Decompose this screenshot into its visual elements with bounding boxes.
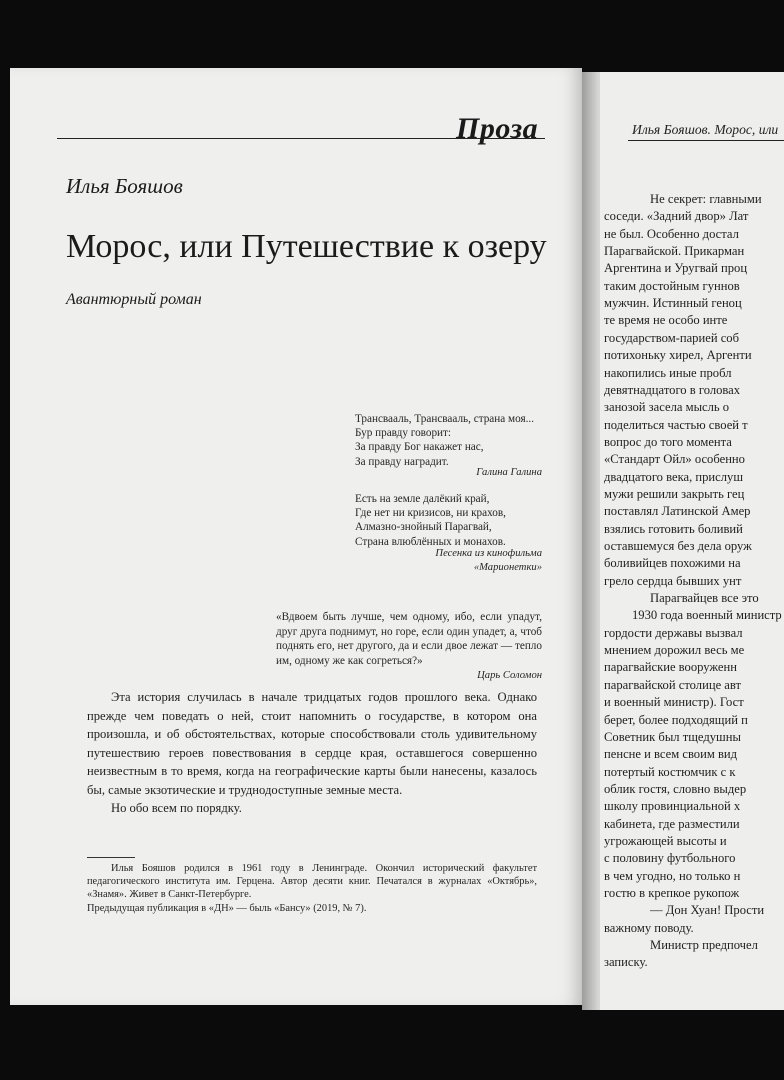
epigraph-1-attribution: Галина Галина [476,467,542,478]
right-page-line: «Стандарт Ойл» особенно [604,452,745,467]
right-page-line: облик гостя, словно выдер [604,781,747,796]
right-page-line: пенсне и всем своим вид [604,747,738,762]
right-page-line: оставшемуся без дела оруж [604,539,752,553]
epigraph-line: Трансвааль, Трансвааль, страна моя... [355,413,535,425]
epigraph-1 [355,412,544,469]
right-page-line: школу провинциальной х [604,799,741,814]
right-page-line: взялись готовить боливий [604,521,743,536]
right-page-line: Аргентина и Уругвай проц [604,261,748,276]
footnote-rule [87,857,135,858]
right-page-line: девятнадцатого в головах [604,382,741,397]
right-page-line: двадцатого века, прислуш [604,469,744,484]
right-page-line: соседи. «Задний двор» Лат [604,209,749,224]
right-page-line: поставлял Латинской Амер [604,504,751,519]
right-page-line: поделиться частью своей т [604,417,748,432]
right-page-line: те время не особо инте [604,313,728,328]
section-title: Проза [456,112,539,145]
body-paragraph: Эта история случилась в начале тридцатых годов прошлого века. Однако прежде чем поведать о ней, стоит напомнить о государстве, в котором она произошла, и об обстоятельствах, которые способствовали столь удивительному путешествию героев повествования в сердце края, оставшегося совершенно неизвестным в то время, когда на географические карты были нанесены, казалось бы, самые экзотические и труднодоступные земные места. [87,690,537,797]
running-header-rule [628,140,784,141]
right-page-line: мнением дорожил весь ме [604,643,745,658]
running-header: Илья Бояшов. Морос, или [632,122,779,137]
epigraph-2-attribution-line: Песенка из кинофильма [435,548,542,559]
epigraph-line: Есть на земле далёкий край, [355,493,490,505]
epigraph-line: Страна влюблённых и монахов. [355,535,506,548]
author-name: Илья Бояшов [66,174,183,198]
body-paragraph: Но обо всем по порядку. [111,801,242,815]
right-page-line: вопрос до того момента [604,434,732,449]
right-page-line: грело сердца бывших унт [604,573,742,588]
right-page-line: государством-парией соб [604,330,739,345]
right-page-line: кабинета, где разместили [604,816,740,831]
right-page-line: — Дон Хуан! Прости [650,903,765,918]
epigraph-line: За правду наградит. [355,455,449,468]
epigraph-line: Где нет ни кризисов, ни крахов, [355,507,506,520]
right-page-line: записку. [604,955,648,970]
epigraph-line: За правду Бог накажет нас, [355,441,484,454]
footnote [87,862,537,915]
right-page-line: Парагвайской. Прикарман [604,244,745,259]
epigraph-2 [355,492,544,549]
right-page-line: гордости державы вызвал [604,625,743,640]
right-page-line: с половину футбольного [604,851,736,866]
epigraph-3-attribution: Царь Соломон [477,670,542,681]
footnote-prev-publication: Предыдущая публикация в «ДН» — быль «Бансу» (2019, № 7). [87,902,367,914]
right-page-line: занозой засела мысль о [604,400,730,415]
right-page-line: мужчин. Истинный геноц [604,296,742,311]
epigraph-2-attribution [350,547,542,575]
right-page-line: мужи решили закрыть гец [604,486,745,501]
right-page-line: и военный министр). Гост [604,695,744,710]
right-page-line: угрожающей высоты и [604,833,727,848]
right-page-line: Советник был тщедушны [604,729,741,744]
epigraph-line: Алмазно-знойный Парагвай, [355,521,492,534]
right-page-line: боливийцев похожими на [604,556,741,571]
epigraph-line: Бур правду говорит: [355,427,452,440]
footnote-bio: Илья Бояшов родился в 1961 году в Ленинграде. Окончил исторический факультет педагогического института им. Герцена. Автор десяти книг. Печатался в журналах «Октябрь», «Знамя». Живет в Санкт-Петербурге. [87,863,537,901]
right-page-text [600,192,784,993]
right-page-line: Не секрет: главными [650,192,762,206]
right-page-line: не был. Особенно достал [604,226,739,241]
article-subtitle: Авантюрный роман [66,291,202,308]
body-text [87,688,537,818]
right-page-line: 1930 года военный министр [632,608,782,623]
right-page-line: парагвайской столице авт [604,677,742,692]
epigraph-2-attribution-line: «Марионетки» [473,562,542,573]
right-page-line: потертый костюмчик с к [604,764,736,779]
right-page-line: Парагвайцев все это [650,591,759,606]
article-title: Морос, или Путешествие к озеру [66,228,547,265]
right-page-line: в чем угодно, но только н [604,868,741,883]
right-page-line: берет, более подходящий п [604,712,748,727]
right-page-line: важному поводу. [604,920,694,935]
right-page-line: таким достойным гуннов [604,278,740,293]
right-page-line: Министр предпочел [650,938,758,953]
right-page-line: гостю в крепкое рукопож [604,886,740,900]
epigraph-3: «Вдвоем быть лучше, чем одному, ибо, если упадут, друг друга поднимут, но горе, если один упадет, а, чтоб поднять его, нет другого, да и если двое лежат — тепло им, одному же как согреться?» [276,611,542,667]
right-page-line: накопились иные пробл [604,365,732,380]
right-page-line: потихоньку хирел, Аргенти [604,348,752,363]
right-page-line: парагвайские вооруженн [604,660,737,675]
